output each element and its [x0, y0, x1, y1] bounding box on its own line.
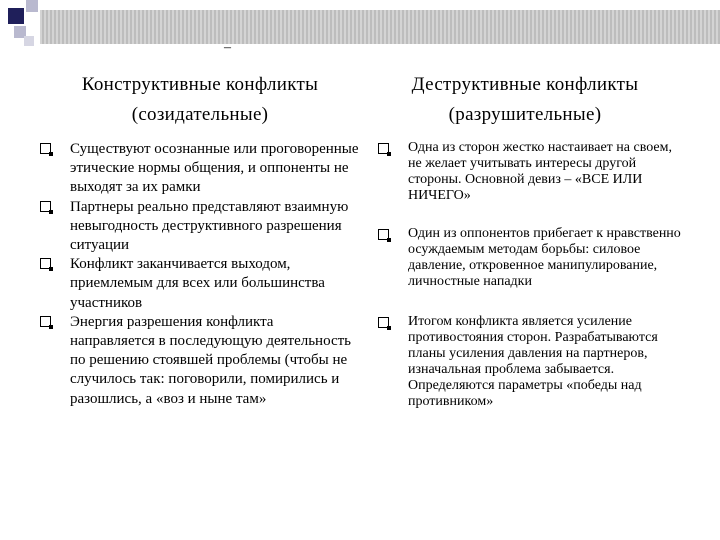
list-item	[40, 313, 360, 409]
list-item-text: Одна из сторон жестко настаивает на своем, не желает учитывать интересы другой стороны. Основной девиз – «ВСЕ ИЛИ НИЧЕГО»	[408, 140, 672, 203]
list-item-text: Итогом конфликта является усиление противостояния сторон. Разрабатываются планы усиления давления на партнеров, изначальная проблема забывается. Определяются параметры «победы над противником»	[408, 314, 658, 409]
corner-square-pale	[24, 36, 34, 46]
left-column-heading	[30, 70, 370, 130]
corner-square-light	[26, 0, 38, 12]
left-heading-title: Конструктивные конфликты	[81, 74, 319, 95]
list-item	[40, 198, 360, 256]
constructive-list	[40, 140, 360, 409]
list-item-text: Энергия разрешения конфликта направляется в последующую деятельность по решению стоявшей проблемы (чтобы не случилось так: поговорили, помирились и разошлись, а «воз и ныне там»	[70, 313, 352, 407]
list-item	[378, 226, 683, 290]
list-item	[378, 314, 683, 410]
destructive-list	[378, 140, 683, 432]
left-heading-subtitle: (созидательные)	[131, 104, 269, 125]
list-item	[40, 255, 360, 313]
corner-square-dark	[8, 8, 24, 24]
checkbox-bullet-icon	[40, 143, 51, 154]
list-item-text: Конфликт заканчивается выходом, приемлемым для всех или большинства участников	[70, 256, 325, 311]
list-item-text: Один из оппонентов прибегает к нравственно осуждаемым методам борьбы: силовое давление, откровенное манипулирование, личностные нападки	[408, 226, 681, 289]
checkbox-bullet-icon	[378, 229, 389, 240]
right-heading-title: Деструктивные конфликты	[411, 74, 639, 95]
list-item-text: Партнеры реально представляют взаимную невыгодность деструктивного разрешения ситуации	[70, 198, 349, 254]
checkbox-bullet-icon	[40, 316, 51, 327]
top-banner	[40, 10, 720, 44]
list-item	[40, 140, 360, 198]
list-item-text: Существуют осознанные или проговоренные этические нормы общения, и оппоненты не выходят за их рамки	[70, 141, 359, 196]
title-mark: –	[224, 40, 231, 55]
checkbox-bullet-icon	[378, 143, 389, 154]
right-heading-subtitle: (разрушительные)	[448, 104, 602, 125]
right-column-heading	[365, 70, 685, 130]
checkbox-bullet-icon	[40, 201, 51, 212]
list-item	[378, 140, 683, 204]
checkbox-bullet-icon	[378, 317, 389, 328]
checkbox-bullet-icon	[40, 258, 51, 269]
